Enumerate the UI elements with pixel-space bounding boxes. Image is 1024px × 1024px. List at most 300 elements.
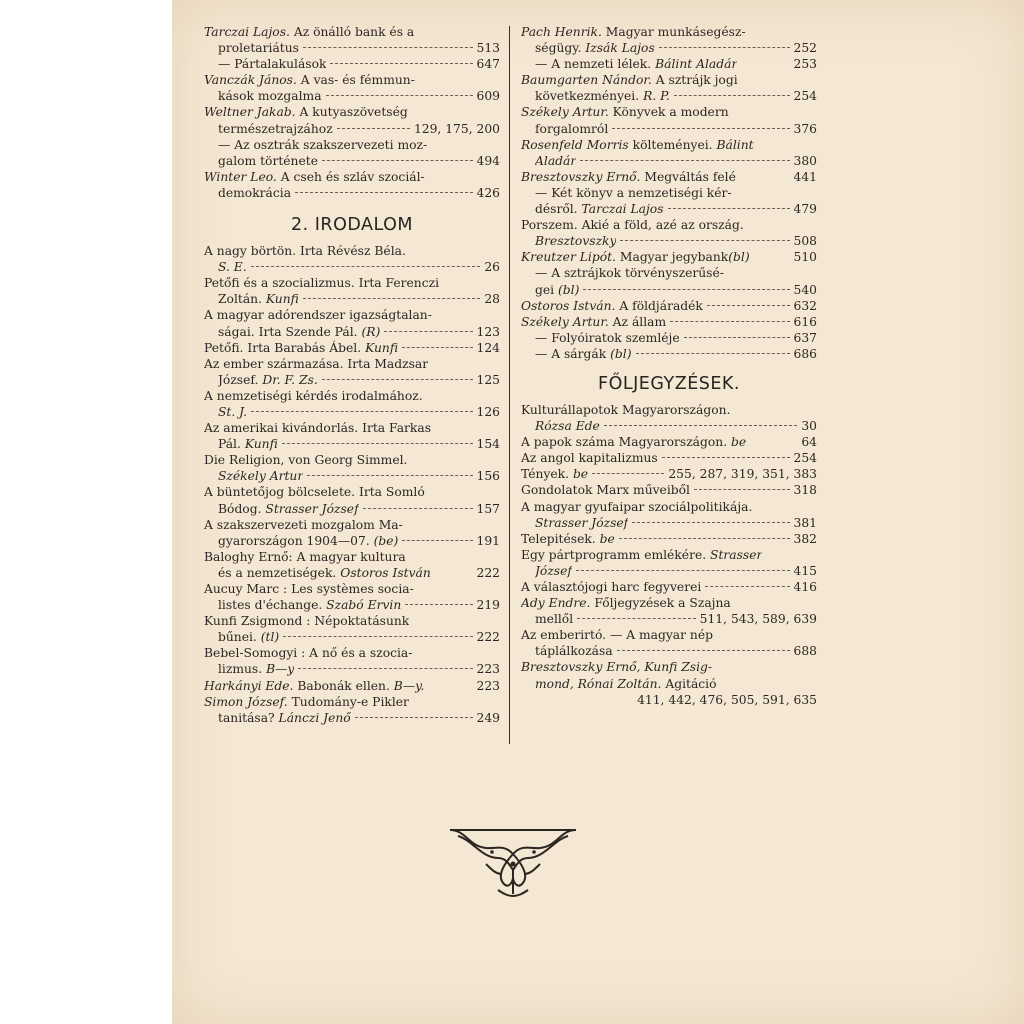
entry-line <box>204 104 500 120</box>
entry-text <box>204 340 398 356</box>
entry-title: Kunfi Zsigmond : Népoktatásunk <box>204 614 410 629</box>
page-number: 380 <box>793 153 817 168</box>
index-entry <box>204 484 500 516</box>
entry-author-italic: Székely Artur <box>218 469 304 484</box>
entry-author-italic: Dr. F. Zs. <box>262 372 318 387</box>
index-entry <box>521 402 817 434</box>
entry-author-italic: Ostoros István <box>340 565 431 580</box>
entry-title: Aucuy Marc : Les systèmes socia- <box>204 582 414 596</box>
entry-line <box>204 275 500 291</box>
entry-author-italic: Kunfi <box>265 292 299 307</box>
entry-text <box>204 613 409 629</box>
entry-title: Zoltán. <box>218 292 266 307</box>
entry-text <box>521 169 736 185</box>
entry-author-italic: Lánczi Jenő <box>278 710 351 725</box>
entry-text <box>535 282 579 298</box>
left-column <box>204 24 500 726</box>
entry-line <box>521 185 817 201</box>
entry-author-italic: Szabó Ervin <box>326 598 402 613</box>
entry-text <box>204 420 431 436</box>
entry-title: Tények. <box>521 467 573 482</box>
index-entry <box>204 340 500 356</box>
entry-title: A magyar adórendszer igazságtalan- <box>204 308 432 323</box>
leader-dots <box>619 538 790 539</box>
entry-author-italic: Baumgarten Nándor. <box>521 73 652 88</box>
leader-dots <box>330 63 472 64</box>
entry-title: désről. <box>535 202 582 217</box>
page-number: 511, 543, 589, 639 <box>699 612 817 627</box>
entry-title: A választójogi harc fegyverei <box>521 580 702 594</box>
page-number: 157 <box>476 501 500 516</box>
entry-author-italic: Bálint Aladár <box>655 57 738 72</box>
index-entry <box>521 314 817 330</box>
page-number: 647 <box>476 57 500 72</box>
entry-text <box>204 549 406 565</box>
entry-title: Petőfi. Irta Barabás Ábel. <box>204 340 366 355</box>
entry-text <box>204 24 414 40</box>
entry-title: demokrácia <box>218 185 292 200</box>
entry-author-italic: Rózsa Ede <box>535 419 600 434</box>
leader-dots <box>705 586 789 587</box>
entry-text <box>535 233 616 249</box>
page-number: 252 <box>793 41 817 56</box>
entry-author-italic: (be) <box>373 533 399 548</box>
entry-line <box>204 40 500 56</box>
index-entry <box>521 24 817 56</box>
entry-title: lizmus. <box>218 662 267 677</box>
entry-author-italic: Simon József. <box>204 694 288 709</box>
index-entry <box>521 450 817 466</box>
page-number: 688 <box>793 644 817 659</box>
leader-dots <box>659 47 790 48</box>
page-number: 637 <box>793 330 817 345</box>
entry-author-italic: Harkányi Ede. <box>204 678 294 693</box>
entry-title: táplálkozása <box>535 644 613 659</box>
entry-line <box>521 201 817 217</box>
page-number: 686 <box>793 346 817 361</box>
index-entry <box>521 56 817 72</box>
entry-text <box>521 104 729 120</box>
entry-title: költeményei. <box>628 137 717 152</box>
entry-title: tanitása? <box>218 710 279 725</box>
entry-text <box>521 659 712 675</box>
entry-title: kások mozgalma <box>218 89 322 104</box>
entry-author-italic: (bl) <box>728 250 750 265</box>
entry-title: Bebel-Somogyi : A nő és a szocia- <box>204 646 413 661</box>
page-number: 426 <box>476 185 500 200</box>
entry-line <box>521 579 817 595</box>
page-number: 64 <box>801 435 817 450</box>
entry-author-italic: Winter Leo. <box>204 169 277 184</box>
entry-text <box>204 169 425 185</box>
entry-line <box>521 298 817 314</box>
entry-author-italic: be <box>599 531 615 546</box>
entry-line <box>521 40 817 56</box>
entry-text <box>535 346 632 362</box>
leader-dots <box>632 522 789 523</box>
page-number: 223 <box>476 678 500 693</box>
entry-title: A nemzetiségi kérdés irodalmához. <box>204 388 423 403</box>
index-entry <box>521 72 817 104</box>
page-number: 222 <box>476 565 500 580</box>
entry-text <box>521 402 730 418</box>
entry-author-italic: Székely Artur. <box>521 314 609 329</box>
entry-title: Az önálló bank és a <box>289 25 415 39</box>
entry-line <box>204 678 500 694</box>
page-number: 124 <box>476 340 500 355</box>
page-number: 223 <box>476 662 500 677</box>
index-entry <box>204 694 500 726</box>
entry-title: természetrajzához <box>218 121 333 136</box>
entry-line <box>521 547 817 563</box>
entry-text <box>535 121 608 137</box>
entry-text <box>218 501 359 517</box>
index-entry <box>204 645 500 677</box>
entry-line <box>204 356 500 372</box>
page-number: 510 <box>793 250 817 265</box>
entry-author-italic: Kunfi <box>365 340 399 355</box>
entry-text <box>204 72 415 88</box>
leader-dots <box>662 457 790 458</box>
leader-dots <box>283 636 472 637</box>
entry-text <box>204 678 424 694</box>
entry-line <box>204 565 500 581</box>
page-number: 154 <box>476 437 500 452</box>
entry-text <box>218 137 427 153</box>
entry-text <box>637 692 817 708</box>
page-number: 376 <box>793 121 817 136</box>
index-entry <box>204 169 500 201</box>
entry-line <box>204 629 500 645</box>
index-entry <box>521 434 817 450</box>
entry-text <box>204 452 407 468</box>
leader-dots <box>303 47 473 48</box>
entry-line <box>204 291 500 307</box>
index-entry <box>521 482 817 498</box>
entry-text <box>535 563 572 579</box>
index-entry <box>521 330 817 346</box>
entry-title: Porszem. Akié a föld, azé az ország. <box>521 218 744 233</box>
entry-text <box>521 249 750 265</box>
entry-author-italic: Bálint <box>716 137 754 152</box>
entry-title: proletariátus <box>218 41 299 56</box>
page-number: 632 <box>793 298 817 313</box>
entry-line <box>204 517 500 533</box>
entry-line <box>521 563 817 579</box>
page-number: 129, 175, 200 <box>413 121 500 136</box>
index-entry <box>521 104 817 136</box>
index-entry <box>204 452 500 484</box>
entry-author-italic: Bresztovszky <box>535 234 617 249</box>
entry-line <box>204 121 500 137</box>
entry-title: ségügy. <box>535 41 586 56</box>
entry-author-italic: (tl) <box>260 630 280 645</box>
entry-line <box>204 645 500 661</box>
irodalom-list <box>204 243 500 726</box>
entry-line <box>521 346 817 362</box>
page-number: 381 <box>793 515 817 530</box>
entry-text <box>204 388 423 404</box>
index-entry <box>204 613 500 645</box>
leader-dots <box>617 650 790 651</box>
entry-author-italic: József <box>535 563 572 578</box>
entry-text <box>521 499 752 515</box>
entry-line <box>204 137 500 153</box>
entry-text <box>521 434 746 450</box>
entry-text <box>218 40 299 56</box>
entry-author-italic: Aladár <box>535 153 577 168</box>
entry-line <box>204 468 500 484</box>
leader-dots <box>670 321 789 322</box>
leader-dots <box>576 570 790 571</box>
foljegyzesek-heading: FŐLJEGYZÉSEK. <box>598 373 740 394</box>
entry-author-italic: Tarczai Lajos. <box>204 25 290 39</box>
entry-author-italic: R. P. <box>643 89 670 104</box>
entry-author-italic: Rosenfeld Morris <box>521 137 629 152</box>
entry-line <box>521 330 817 346</box>
entry-text <box>521 482 690 498</box>
entry-text <box>204 356 428 372</box>
entry-text <box>535 88 670 104</box>
entry-text <box>204 307 432 323</box>
entry-text <box>218 88 322 104</box>
entry-title: Magyar munkásegész- <box>601 25 746 39</box>
entry-text <box>535 265 724 281</box>
index-entry <box>521 579 817 595</box>
entry-line <box>521 418 817 434</box>
entry-author-italic: mond, Rónai Zoltán. <box>535 676 662 691</box>
entry-title: A magyar gyufaipar szociálpolitikája. <box>521 499 753 514</box>
entry-line <box>521 531 817 547</box>
entry-text <box>535 56 737 72</box>
entry-line <box>204 72 500 88</box>
entry-text <box>218 436 278 452</box>
entry-text <box>535 185 732 201</box>
entry-author-italic: Ady Endre. <box>521 596 591 611</box>
index-entry <box>521 249 817 297</box>
entry-author-italic: Strasser József <box>265 501 359 516</box>
entry-author-italic: Weltner Jakab. <box>204 105 296 120</box>
entry-line <box>204 88 500 104</box>
entry-author-italic: (bl) <box>558 282 580 297</box>
entry-title: Az ember származása. Irta Madzsar <box>204 356 429 371</box>
entry-line <box>204 169 500 185</box>
entry-line <box>521 402 817 418</box>
entry-title: Die Religion, von Georg Simmel. <box>204 453 408 468</box>
leader-dots <box>674 95 790 96</box>
entry-text <box>218 404 247 420</box>
leader-dots <box>363 508 473 509</box>
entry-author-italic: B—y. <box>393 678 425 693</box>
entry-line <box>521 643 817 659</box>
entry-text <box>521 450 658 466</box>
entry-title: gei <box>535 282 558 297</box>
entry-line <box>204 56 500 72</box>
entry-text <box>521 627 713 643</box>
entry-line <box>521 88 817 104</box>
index-entry <box>204 581 500 613</box>
entry-line <box>521 282 817 298</box>
index-entry <box>204 356 500 388</box>
entry-text <box>204 243 406 259</box>
entry-author-italic: Kreutzer Lipót. <box>521 250 616 265</box>
entry-text <box>218 565 431 581</box>
page-number: 254 <box>793 451 817 466</box>
page-number: 126 <box>476 404 500 419</box>
entry-title: Az állam <box>608 314 667 329</box>
entry-text <box>204 484 425 500</box>
page-number: 318 <box>793 483 817 498</box>
leader-dots <box>620 240 789 241</box>
leader-dots <box>355 717 473 718</box>
entry-title: — A nemzeti lélek. <box>535 57 656 72</box>
entry-line <box>521 676 817 692</box>
entry-line <box>204 581 500 597</box>
entry-text <box>521 217 744 233</box>
index-entry <box>204 72 500 104</box>
entry-title: Pál. <box>218 437 245 452</box>
entry-line <box>521 104 817 120</box>
entry-line <box>521 233 817 249</box>
entry-title: Az emberirtó. — A magyar nép <box>521 628 713 643</box>
entry-line <box>204 404 500 420</box>
page-number: 254 <box>793 89 817 104</box>
entry-author-italic: be <box>731 435 747 450</box>
entry-title: — Folyóiratok szemléje <box>535 330 680 345</box>
entry-line <box>521 24 817 40</box>
entry-title: — A sárgák <box>535 346 611 361</box>
index-entry <box>204 549 500 581</box>
entry-text <box>521 298 703 314</box>
page-number: 609 <box>476 89 500 104</box>
index-entry <box>204 137 500 169</box>
entry-author-italic: B—y <box>266 662 295 677</box>
entry-text <box>535 153 576 169</box>
entry-title: A papok száma Magyarországon. <box>521 435 732 450</box>
entry-line <box>521 659 817 675</box>
entry-title: A cseh és szláv szociál- <box>276 169 425 184</box>
entry-line <box>204 259 500 275</box>
entry-title: A nagy börtön. Irta Révész Béla. <box>204 244 406 259</box>
leader-dots <box>580 160 789 161</box>
index-entry <box>204 24 500 56</box>
entry-text <box>521 137 754 153</box>
index-entry <box>521 659 817 707</box>
leader-dots <box>322 160 473 161</box>
index-entry <box>204 56 500 72</box>
irodalom-heading: 2. IRODALOM <box>291 215 413 236</box>
page-number: 219 <box>476 598 500 613</box>
entry-title: Könyvek a modern <box>608 105 729 120</box>
entry-text <box>535 515 628 531</box>
entry-author-italic: Strasser <box>710 547 763 562</box>
entry-text <box>218 533 398 549</box>
art-nouveau-ornament-icon <box>446 824 580 900</box>
entry-title: galom története <box>218 153 318 168</box>
leader-dots <box>307 475 472 476</box>
entry-author-italic: Kunfi <box>244 437 278 452</box>
leader-dots <box>251 266 481 267</box>
page-number: 540 <box>793 282 817 297</box>
leader-dots <box>577 618 696 619</box>
entry-title: Főljegyzések a Szajna <box>590 596 731 611</box>
entry-text <box>204 645 412 661</box>
page-number: 415 <box>793 563 817 578</box>
foljegyzesek-list <box>521 402 817 708</box>
entry-text <box>535 330 680 346</box>
entry-text <box>535 643 613 659</box>
entry-text <box>218 291 299 307</box>
entry-text <box>204 275 439 291</box>
leader-dots <box>668 208 790 209</box>
index-entry <box>204 388 500 420</box>
leader-dots <box>684 337 790 338</box>
entry-title: gyarországon 1904—07. <box>218 533 374 548</box>
entry-line <box>204 597 500 613</box>
entry-line <box>204 484 500 500</box>
entry-line <box>521 515 817 531</box>
entry-text <box>521 579 701 595</box>
index-entry <box>204 517 500 549</box>
index-entry <box>521 531 817 547</box>
page-number: 26 <box>484 260 500 275</box>
entry-line <box>204 452 500 468</box>
entry-text <box>204 581 414 597</box>
entry-text <box>204 104 408 120</box>
index-entry <box>204 420 500 452</box>
leader-dots <box>402 540 472 541</box>
entry-line <box>204 340 500 356</box>
page-number: 249 <box>476 710 500 725</box>
entry-title: forgalomról <box>535 121 609 136</box>
entry-title: A büntetőjog bölcselete. Irta Somló <box>204 485 425 500</box>
entry-text <box>521 547 762 563</box>
leader-dots <box>405 604 472 605</box>
right-top-list <box>521 24 817 362</box>
entry-author-italic: Izsák Lajos <box>585 41 655 56</box>
leader-dots <box>298 668 472 669</box>
entry-line <box>521 56 817 72</box>
page-number: 616 <box>793 314 817 329</box>
page-number: 125 <box>476 372 500 387</box>
entry-title: 411, 442, 476, 505, 591, 635 <box>637 692 817 707</box>
entry-title: József. <box>218 372 263 387</box>
entry-text <box>535 201 664 217</box>
entry-author-italic: Székely Artur. <box>521 105 609 120</box>
entry-author-italic: Bresztovszky Ernő. <box>521 169 641 184</box>
entry-text <box>521 24 746 40</box>
entry-line <box>521 450 817 466</box>
entry-line <box>521 314 817 330</box>
entry-line <box>521 466 817 482</box>
entry-text <box>521 466 588 482</box>
entry-line <box>204 153 500 169</box>
entry-title: Baloghy Ernő: A magyar kultura <box>204 549 406 564</box>
entry-text <box>218 324 380 340</box>
entry-title: Az angol kapitalizmus <box>521 451 658 466</box>
leader-dots <box>402 347 472 348</box>
entry-line <box>204 243 500 259</box>
entry-line <box>204 324 500 340</box>
leader-dots <box>384 331 472 332</box>
index-entry <box>204 678 500 694</box>
left-top-list <box>204 24 500 201</box>
entry-title: bűnei. <box>218 630 261 645</box>
index-entry <box>204 307 500 339</box>
entry-author-italic: St. J. <box>218 404 248 419</box>
page-number: 416 <box>793 580 817 594</box>
column-divider <box>509 26 510 744</box>
